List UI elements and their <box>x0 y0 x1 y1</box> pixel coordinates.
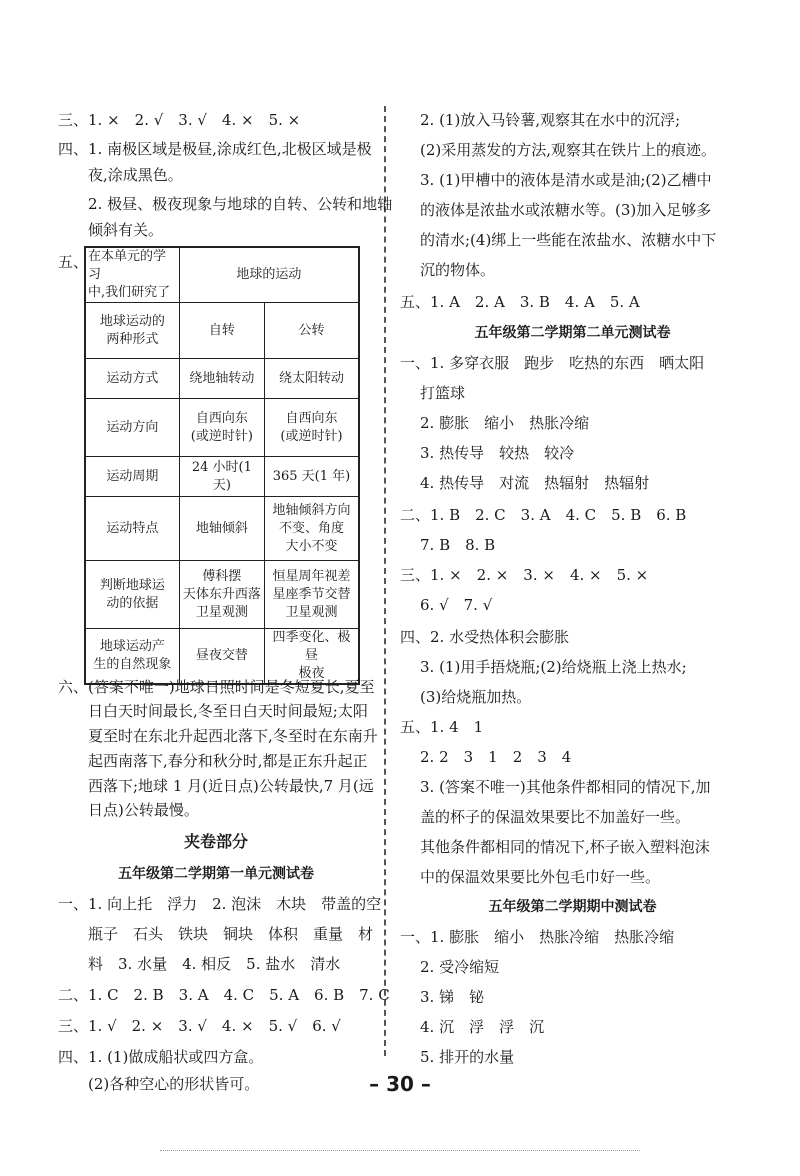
page-number: – 30 – <box>369 1072 431 1096</box>
answer-line: 日白天时间最长,冬至日白天时间最短;太阳 <box>88 702 368 720</box>
answer-line: 五、1. 4 1 <box>400 718 484 736</box>
table-cell: 公转 <box>264 303 359 359</box>
table-cell: 绕地轴转动 <box>179 359 264 399</box>
answer-line: 5. 排开的水量 <box>420 1048 515 1066</box>
table-cell: 地球运动产 生的自然现象 <box>85 629 179 685</box>
table-cell: 自西向东 (或逆时针) <box>264 399 359 457</box>
answer-line: 7. B 8. B <box>420 536 496 554</box>
answer-line: 2. (1)放入马铃薯,观察其在水中的沉浮; <box>420 111 681 129</box>
answer-line: 六、(答案不唯一)地球日照时间是冬短夏长,夏至 <box>58 678 375 696</box>
answer-line: 3. 热传导 较热 较冷 <box>420 444 575 462</box>
table-cell: 运动周期 <box>85 457 179 497</box>
answer-line: 一、1. 向上托 浮力 2. 泡沫 木块 带盖的空 <box>58 895 382 913</box>
section-heading: 夹卷部分 <box>183 832 248 851</box>
answer-line: 倾斜有关。 <box>88 221 164 239</box>
answer-line: 打篮球 <box>420 384 466 402</box>
answer-line: 西落下;地球 1 月(近日点)公转最快,7 月(远 <box>88 777 374 795</box>
table-cell: 地球运动的 两种形式 <box>85 303 179 359</box>
table-cell: 运动方向 <box>85 399 179 457</box>
answer-line: (2)采用蒸发的方法,观察其在铁片上的痕迹。 <box>420 141 717 159</box>
answer-line: 瓶子 石头 铁块 铜块 体积 重量 材 <box>88 925 374 943</box>
answer-line: 3. 锑 铋 <box>420 988 485 1006</box>
answer-line: 二、1. B 2. C 3. A 4. C 5. B 6. B <box>400 506 687 524</box>
answer-line: 盖的杯子的保温效果要比不加盖好一些。 <box>420 808 691 826</box>
answer-line: 3. (答案不唯一)其他条件都相同的情况下,加 <box>420 778 711 796</box>
table-header-cell: 地球的运动 <box>179 247 359 303</box>
answer-line: 3. (1)用手捂烧瓶;(2)给烧瓶上浇上热水; <box>420 658 687 676</box>
answer-line: 三、1. × 2. × 3. × 4. × 5. × <box>400 566 649 584</box>
answer-line: 日点)公转最慢。 <box>88 801 199 819</box>
section-label: 五、 <box>58 253 89 271</box>
answer-line: 4. 沉 浮 浮 沉 <box>420 1018 545 1036</box>
answer-line: 的清水;(4)绑上一些能在浓盐水、浓糖水中下 <box>420 231 717 249</box>
table-cell: 地轴倾斜方向 不变、角度 大小不变 <box>264 497 359 561</box>
table-cell: 24 小时(1 天) <box>179 457 264 497</box>
table-header-cell: 在本单元的学习 中,我们研究了 <box>85 247 179 303</box>
answer-line: 三、1. √ 2. × 3. √ 4. × 5. √ 6. √ <box>58 1017 341 1035</box>
answer-line: 二、1. C 2. B 3. A 4. C 5. A 6. B 7. C <box>58 986 390 1004</box>
table-cell: 运动特点 <box>85 497 179 561</box>
answer-line: 夏至时在东北升起西北落下,冬至时在东南升 <box>88 727 378 745</box>
unit-title: 五年级第二学期第一单元测试卷 <box>118 866 314 882</box>
answer-line: 2. 极昼、极夜现象与地球的自转、公转和地轴 <box>88 195 393 213</box>
answer-line: 中的保温效果要比外包毛巾好一些。 <box>420 868 661 886</box>
table-cell: 绕太阳转动 <box>264 359 359 399</box>
answer-line: 的液体是浓盐水或浓糖水等。(3)加入足够多 <box>420 201 712 219</box>
answer-line: (2)各种空心的形状皆可。 <box>88 1075 260 1093</box>
unit-title: 五年级第二学期第二单元测试卷 <box>474 325 671 341</box>
answer-line: 4. 热传导 对流 热辐射 热辐射 <box>420 474 650 492</box>
answer-line: 其他条件都相同的情况下,杯子嵌入塑料泡沫 <box>420 838 710 856</box>
bottom-scribble <box>160 1150 640 1163</box>
answer-line: 2. 膨胀 缩小 热胀冷缩 <box>420 414 590 432</box>
answer-line: 五、1. A 2. A 3. B 4. A 5. A <box>400 293 640 311</box>
answer-line: 料 3. 水量 4. 相反 5. 盐水 清水 <box>88 955 341 973</box>
table-cell: 365 天(1 年) <box>264 457 359 497</box>
answer-line: 一、1. 多穿衣服 跑步 吃热的东西 晒太阳 <box>400 354 705 372</box>
answer-line: 3. (1)甲槽中的液体是清水或是油;(2)乙槽中 <box>420 171 712 189</box>
answer-line: 四、1. (1)做成船状或四方盒。 <box>58 1048 264 1066</box>
table-cell: 自西向东 (或逆时针) <box>179 399 264 457</box>
answer-line: 一、1. 膨胀 缩小 热胀冷缩 热胀冷缩 <box>400 928 675 946</box>
answer-line: (3)给烧瓶加热。 <box>420 688 532 706</box>
table-cell: 昼夜交替 <box>179 629 264 685</box>
answer-line: 2. 受冷缩短 <box>420 958 500 976</box>
answer-line: 四、2. 水受热体积会膨胀 <box>400 628 570 646</box>
answer-line: 三、1. × 2. √ 3. √ 4. × 5. × <box>58 111 301 129</box>
table-cell: 地轴倾斜 <box>179 497 264 561</box>
earth-motion-table <box>84 246 360 685</box>
answer-line: 四、1. 南极区域是极昼,涂成红色,北极区域是极 <box>58 140 372 158</box>
table-cell: 恒星周年视差 星座季节交替 卫星观测 <box>264 561 359 629</box>
table-cell: 自转 <box>179 303 264 359</box>
answer-line: 夜,涂成黑色。 <box>88 166 183 184</box>
table-cell: 判断地球运 动的依据 <box>85 561 179 629</box>
column-divider <box>384 106 386 1056</box>
answer-line: 6. √ 7. √ <box>420 596 493 614</box>
answer-line: 沉的物体。 <box>420 261 496 279</box>
unit-title: 五年级第二学期期中测试卷 <box>488 899 657 915</box>
answer-line: 2. 2 3 1 2 3 4 <box>420 748 572 766</box>
table-cell: 四季变化、极昼 极夜 <box>264 629 359 685</box>
answer-line: 起西南落下,春分和秋分时,都是正东升起正 <box>88 752 368 770</box>
table-cell: 傅科摆 天体东升西落 卫星观测 <box>179 561 264 629</box>
table-cell: 运动方式 <box>85 359 179 399</box>
